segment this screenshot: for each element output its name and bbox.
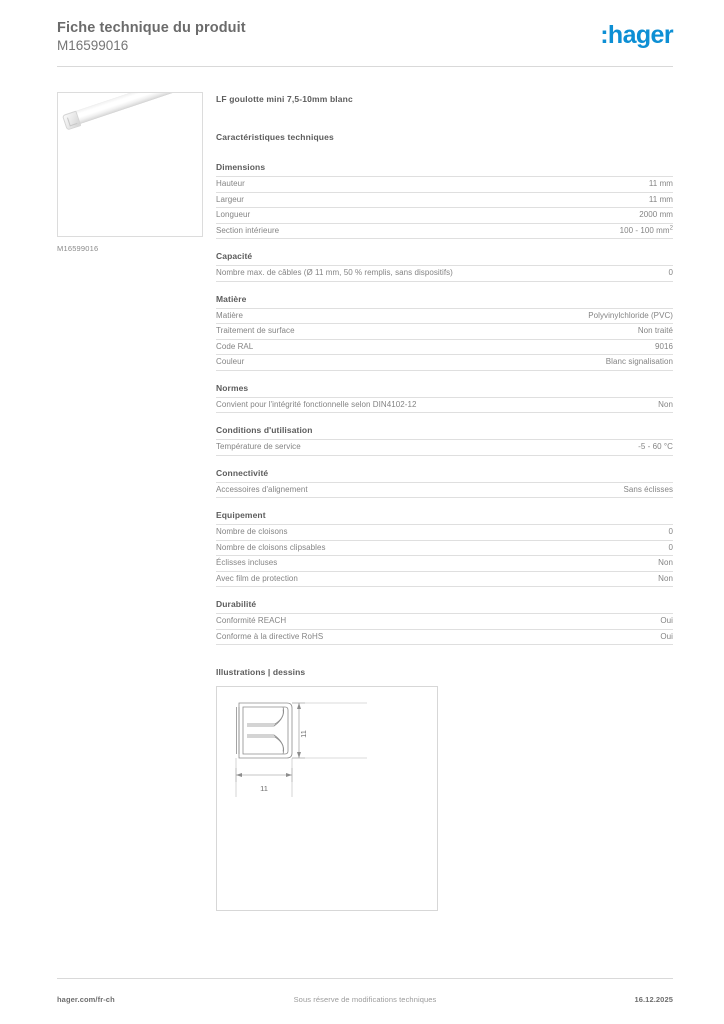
trunking-body bbox=[70, 92, 203, 126]
spec-row-value: Sans éclisses bbox=[623, 484, 673, 494]
footer-disclaimer: Sous réserve de modifications techniques bbox=[293, 995, 437, 1004]
spec-row-label: Matière bbox=[216, 310, 244, 320]
header-divider bbox=[57, 66, 673, 67]
spec-group-title: Conditions d'utilisation bbox=[216, 425, 313, 435]
spec-row-value: 0 bbox=[668, 527, 673, 536]
spec-row-label: Convient pour l'intégrité fonctionnelle selon DIN4102-12 bbox=[216, 399, 417, 409]
spec-group bbox=[216, 383, 673, 414]
spec-row bbox=[216, 540, 673, 556]
spec-row bbox=[216, 613, 673, 629]
product-photo-caption: M16599016 bbox=[57, 244, 99, 253]
spec-row-value: Non bbox=[658, 558, 673, 567]
spec-row-value: Blanc signalisation bbox=[605, 357, 673, 366]
spec-group-title: Connectivité bbox=[216, 467, 269, 478]
spec-group bbox=[216, 162, 673, 239]
spec-row-label: Nombre max. de câbles (Ø 11 mm, 50 % remplis, sans dispositifs) bbox=[216, 268, 453, 277]
spec-row bbox=[216, 571, 673, 588]
spec-row-label: Code RAL bbox=[216, 341, 254, 351]
spec-row-label: Section intérieure bbox=[216, 225, 280, 235]
spec-row-value: 0 bbox=[668, 268, 673, 277]
hager-logo: :hager bbox=[600, 21, 673, 49]
spec-row bbox=[216, 354, 673, 371]
spec-group-title: Equipement bbox=[216, 510, 266, 520]
spec-row bbox=[216, 339, 673, 355]
spec-group bbox=[216, 251, 673, 282]
product-reference: M16599016 bbox=[57, 38, 129, 53]
spec-row-value: 9016 bbox=[655, 341, 673, 351]
spec-group-title: Normes bbox=[216, 382, 249, 393]
spec-row bbox=[216, 176, 673, 192]
spec-row-value: 11 mm bbox=[648, 194, 673, 204]
spec-row-value: 0 bbox=[668, 542, 673, 552]
drawing-height-label: 11 bbox=[299, 730, 308, 738]
spec-group bbox=[216, 510, 673, 587]
spec-row-value: Non traité bbox=[637, 326, 673, 335]
spec-row-label: Conforme à la directive RoHS bbox=[216, 631, 324, 641]
spec-row-label: Hauteur bbox=[216, 179, 245, 188]
spec-group bbox=[216, 425, 673, 456]
spec-row-label: Éclisses incluses bbox=[216, 558, 278, 567]
spec-row bbox=[216, 223, 673, 240]
spec-row-value: Oui bbox=[660, 616, 673, 625]
spec-row-value: Non bbox=[658, 399, 673, 409]
spec-row-label: Accessoires d'alignement bbox=[216, 484, 308, 494]
page-footer bbox=[57, 995, 673, 1007]
illustration-drawing-box bbox=[216, 686, 438, 911]
spec-group-title: Dimensions bbox=[216, 162, 266, 172]
spec-row-value: Non bbox=[658, 573, 673, 583]
spec-content bbox=[216, 94, 673, 911]
trunking-profile-illustration bbox=[62, 92, 203, 128]
spec-row bbox=[216, 439, 673, 456]
spec-row-label: Largeur bbox=[216, 194, 244, 204]
spec-row bbox=[216, 524, 673, 540]
page-title: Fiche technique du produit bbox=[57, 20, 246, 36]
spec-row-label: Longueur bbox=[216, 210, 251, 219]
spec-row-label: Conformité REACH bbox=[216, 616, 287, 625]
spec-section-heading: Caractéristiques techniques bbox=[216, 132, 334, 142]
spec-row bbox=[216, 397, 673, 414]
spec-row bbox=[216, 629, 673, 646]
spec-group bbox=[216, 468, 673, 499]
product-photo bbox=[57, 92, 203, 237]
spec-row-label: Traitement de surface bbox=[216, 326, 295, 335]
spec-row-value: -5 - 60 °C bbox=[638, 442, 673, 451]
spec-row-value: 2000 mm bbox=[639, 210, 673, 219]
spec-group-title: Capacité bbox=[216, 251, 253, 261]
spec-row-label: Nombre de cloisons clipsables bbox=[216, 542, 326, 552]
spec-row-value: Polyvinylchloride (PVC) bbox=[588, 310, 673, 320]
spec-row bbox=[216, 555, 673, 571]
spec-row bbox=[216, 192, 673, 208]
spec-row bbox=[216, 207, 673, 223]
product-name: LF goulotte mini 7,5-10mm blanc bbox=[216, 94, 353, 104]
page-header bbox=[57, 20, 673, 66]
spec-row bbox=[216, 308, 673, 324]
spec-row bbox=[216, 265, 673, 282]
spec-groups bbox=[216, 162, 673, 645]
spec-group-title: Matière bbox=[216, 293, 247, 304]
footer-divider bbox=[57, 978, 673, 979]
drawing-width-label: 11 bbox=[260, 784, 268, 793]
spec-row-label: Nombre de cloisons bbox=[216, 527, 288, 536]
spec-row bbox=[216, 323, 673, 339]
spec-row-value: Oui bbox=[660, 631, 673, 641]
spec-row-value: 11 mm bbox=[648, 179, 673, 188]
illustrations-section bbox=[216, 667, 673, 911]
spec-group bbox=[216, 294, 673, 371]
spec-group-title: Durabilité bbox=[216, 599, 257, 609]
spec-row-value: 100 - 100 $mm^2$ bbox=[619, 224, 673, 235]
spec-group bbox=[216, 599, 673, 645]
product-figure bbox=[57, 92, 203, 253]
spec-row bbox=[216, 482, 673, 499]
spec-row-label: Température de service bbox=[216, 442, 301, 451]
spec-row-label: Avec film de protection bbox=[216, 573, 298, 583]
footer-website[interactable]: hager.com/fr-ch bbox=[57, 995, 115, 1004]
trunking-cross-section-drawing bbox=[217, 687, 437, 910]
spec-row-label: Couleur bbox=[216, 357, 245, 366]
footer-date: 16.12.2025 bbox=[634, 995, 673, 1004]
illustrations-title: Illustrations | dessins bbox=[216, 667, 306, 677]
